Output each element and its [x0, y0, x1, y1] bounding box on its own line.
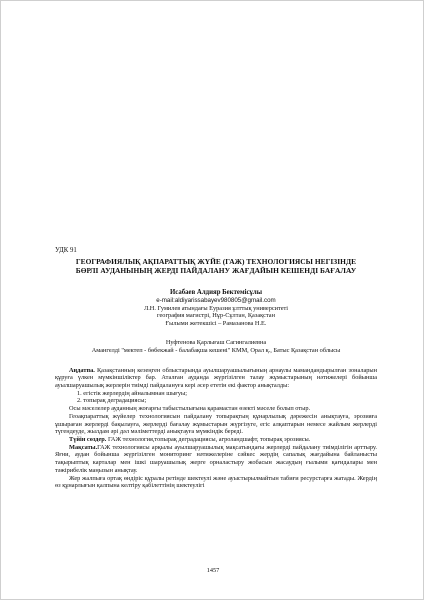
author-1-affiliation-2: география магистрі, Нұр-Сұлтан, Қазақстан [157, 312, 275, 320]
abstract-text: Қазақстанның кезеңген облыстарында ауылшаруашылығының арнаулы мамандандырылған зоналарын құруға үлкен мүмкіншіліктер бар. Аталған ауданда жүргізілген талау жұмыстарының нәтижелері бойынша ауылшаруашылық жерлерін тиімді пайдалануға кері әсер ететін екі фактор анықталды: [55, 366, 378, 390]
paragraph-relevance: Осы мәселелер ауданның жоғарғы табыстылығына қарамастан өзекті мәселе болып отыр. [69, 405, 311, 413]
spacer [55, 327, 377, 339]
title-line-1: ГЕОГРАФИЯЛЫҚ АҚПАРАТТЫҚ ЖҮЙЕ (ГАЖ) ТЕХНОЛОГИЯСЫ НЕГІЗІНДЕ [75, 256, 357, 266]
article-title [55, 257, 377, 275]
author-2-affiliation: Амангелді "мектеп - бөбекжай - балабақша кешені" КММ, Орал қ., Батыс Қазақстан облысы [91, 347, 341, 355]
factor-list [55, 390, 377, 405]
article-body [55, 247, 377, 490]
author-1-supervisor: Ғылыми жетекшісі – Рамазанова Н.Е. [165, 319, 267, 327]
abstract-label: Аңдатпа. [69, 366, 95, 374]
author-2-name: Нуфтенова Қарлығаш Сагингалиевна [165, 339, 267, 347]
page-number: 1457 [206, 567, 220, 574]
title-line-2: БӨРЛІ АУДАНЫНЫҢ ЖЕРДІ ПАЙДАЛАНУ ЖАҒДАЙЫН КЕШЕНДІ БАҒАЛАУ [75, 265, 357, 275]
purpose-text: ГАЖ технологиясы арқылы ауылшаруашылық мақсатындағы жерлерді пайдалану тиімділігін арттыру. Яғни, аудан бойынша жүргізілген мониторинг нәтижелеріне сәйкес жердің сапалық жағдайына байланысты тақырыптық карталар мен ішкі шаруашылық жерге орналастыру жобасын жасаудың ғылыми қағидалары мен тәжірибелік маңызын анықтау. [55, 443, 377, 474]
abstract-paragraph [55, 367, 377, 390]
purpose-paragraph [55, 444, 377, 475]
purpose-label: Мақсаты. [69, 443, 98, 451]
spacer [55, 355, 377, 367]
keywords-label: Түйін сөздер. [69, 436, 107, 443]
author-1-affiliation-1: Л.Н. Гумилев атындағы Еуразия ұлттық университеті [143, 304, 289, 312]
author-1-email: e-mail:aldiyarissabayev980805@gmail.com [156, 297, 276, 305]
keywords-paragraph [55, 436, 377, 444]
paragraph-land: Жер жалпыға ортақ өндіріс құралы ретінде шектеулі және ауыстырылмайтын табиғи ресурстарға жатады. Жердің өз құнарлығын қалпына келтіру қабілеттінің шектеулігі [55, 474, 377, 490]
keywords-text: ГАЖ технология,топырақ деградациясы, агроландшафт, топырақ эрозиясы. [107, 436, 311, 443]
list-item: 2. топырақ деградациясы; [77, 397, 147, 405]
author-1-name: Исабаев Алдияр Бектемісұлы [169, 288, 263, 296]
udc-code: УДК 91 [55, 247, 77, 254]
list-item: 1. егістік жерлердің айналымнан шығуы; [77, 389, 188, 397]
paragraph-gis: Геоақпараттық жүйелер технологиясын пайдалану топырақтың құнарлылық дәрежесін анықтауға, эрозияға ұшыраған жерлерді бақылауға, жерлерді бағалау жұмыстарын жүргізуге, егіс алқаптарын немесе жайлым жерлерді түгендеуде, жылдам әрі дәл мәліметтерді анықтауға мүмкіндік береді. [55, 412, 377, 436]
